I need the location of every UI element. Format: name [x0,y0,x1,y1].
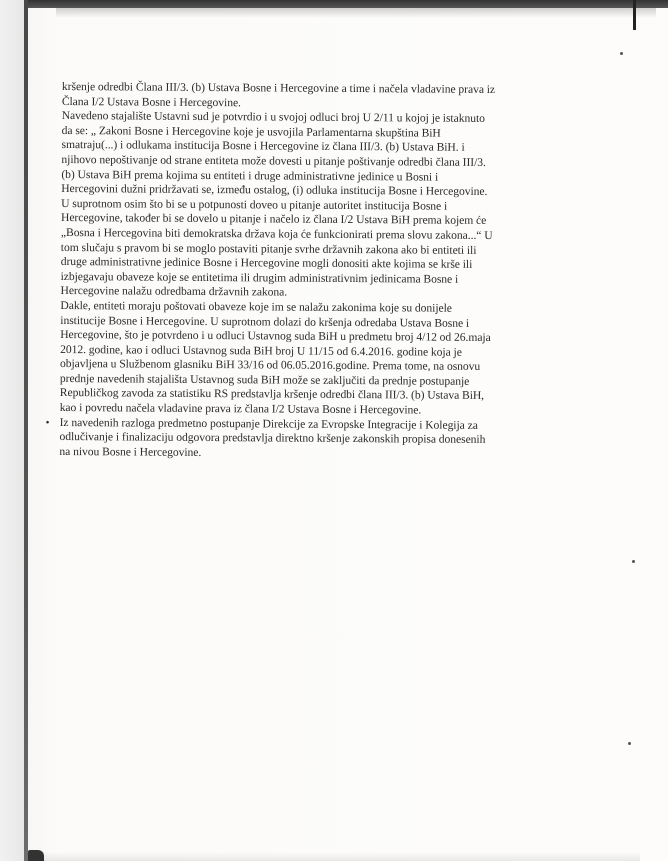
scan-edge-top [28,0,668,8]
scan-speck [632,560,635,563]
text-line: druge administrativne jedinice Bosne i Hercegovine mogli donositi akte kojima se krše ili [60,255,473,271]
text-line: smatraju(...) i odlukama institucija Bosne i Hercegovine iz člana III/3. (b) Ustava BiH. i [61,138,465,155]
text-line: odlučivanje i finalizaciju odgovora predstavlja direktno kršenje zakonskih propisa donesenih [59,430,486,447]
bullet-paragraph [45,415,559,463]
scan-speck [620,52,623,55]
text-line: tom slučaju s pravom bi se moglo postaviti pitanje svrhe državnih zakona ako bi entiteti ili [60,240,477,257]
text-line: Člana I/2 Ustava Bosne i Hercegovine. [61,94,241,109]
scan-edge-left [24,0,28,861]
text-line: U suprotnom osim što bi se u potpunosti doveo u pitanje autoritet institucija Bosne i [61,196,448,213]
text-line: Hercegovine, također bi se dovelo u pitanje i načelo iz člana I/2 Ustava BiH prema kojem će [60,211,487,228]
text-line: kršenje odredbi Člana III/3. (b) Ustava Bosne i Hercegovine a time i načela vladavine prava iz [61,80,496,97]
scan-margin [0,0,24,861]
text-line: da se: „ Zakoni Bosne i Hercegovine koje je usvojila Parlamentarna skupština BiH [61,123,441,140]
text-line: Dakle, entiteti moraju poštovati obaveze koje im se nalažu zakonima koje su donijele [60,298,452,315]
bullet-marker: • [45,416,50,429]
text-line: institucije Bosne i Hercegovine. U suprotnom dolazi do kršenja odredaba Ustava Bosne i [60,313,470,330]
text-line: (b) Ustava BiH prema kojima su entiteti i druge administrativne jedinice u Bosni i [61,167,439,184]
scan-shadow-bottom [40,852,640,861]
text-line: objavljena u Službenom glasniku BiH 33/16 od 06.05.2016.godine. Prema tome, na osnovu [59,357,481,374]
text-line: Republičkog zavoda za statistiku RS predstavlja kršenje odredbi člana III/3. (b) Ustava BiH, [59,386,485,403]
text-line: „Bosna i Hercegovina biti demokratska država koja će funkcionirati prema slovu zakona...“ U [60,225,493,242]
text-line: na nivou Bosne i Hercegovine. [59,444,202,459]
text-line: Iz navedenih razloga predmetno postupanje Direkcije za Evropske Integracije i Kolegija za [59,415,478,432]
text-line: 2012. godine, kao i odluci Ustavnog suda BiH broj U 11/15 od 6.4.2016. godine koja je [60,342,462,359]
scan-shadow-top [56,8,656,18]
scan-speck [628,742,631,745]
text-line: njihovo nepoštivanje od strane entiteta može dovesti u pitanje poštivanje odredbi člana III/3. [61,152,486,169]
text-line: prednje navedenih stajališta Ustavnog suda BiH može se zaključiti da prednje postupanje [59,371,470,388]
text-line: Navedeno stajalište Ustavni sud je potvrdio i u svojoj odluci broj U 2/11 u kojoj je istaknuto [61,109,485,126]
text-line: izbjegavaju obaveze koje se entitetima ili drugim administrativnim jedinicama Bosne i [60,269,459,286]
text-line: Hercegovine nalažu odredbama državnih zakona. [60,284,288,299]
text-line: Hercegovini dužni pridržavati se, između ostalog, (i) odluka institucija Bosne i Hercegovine. [61,182,488,199]
text-line: kao i povredu načela vladavine prava iz člana I/2 Ustava Bosne i Hercegovine. [59,401,422,417]
text-line: Hercegovine, što je potvrdeno i u odluci Ustavnog suda BiH u predmetu broj 4/12 od 26.maja [60,328,491,345]
document-body [45,80,562,463]
scan-edge-right [633,0,636,30]
